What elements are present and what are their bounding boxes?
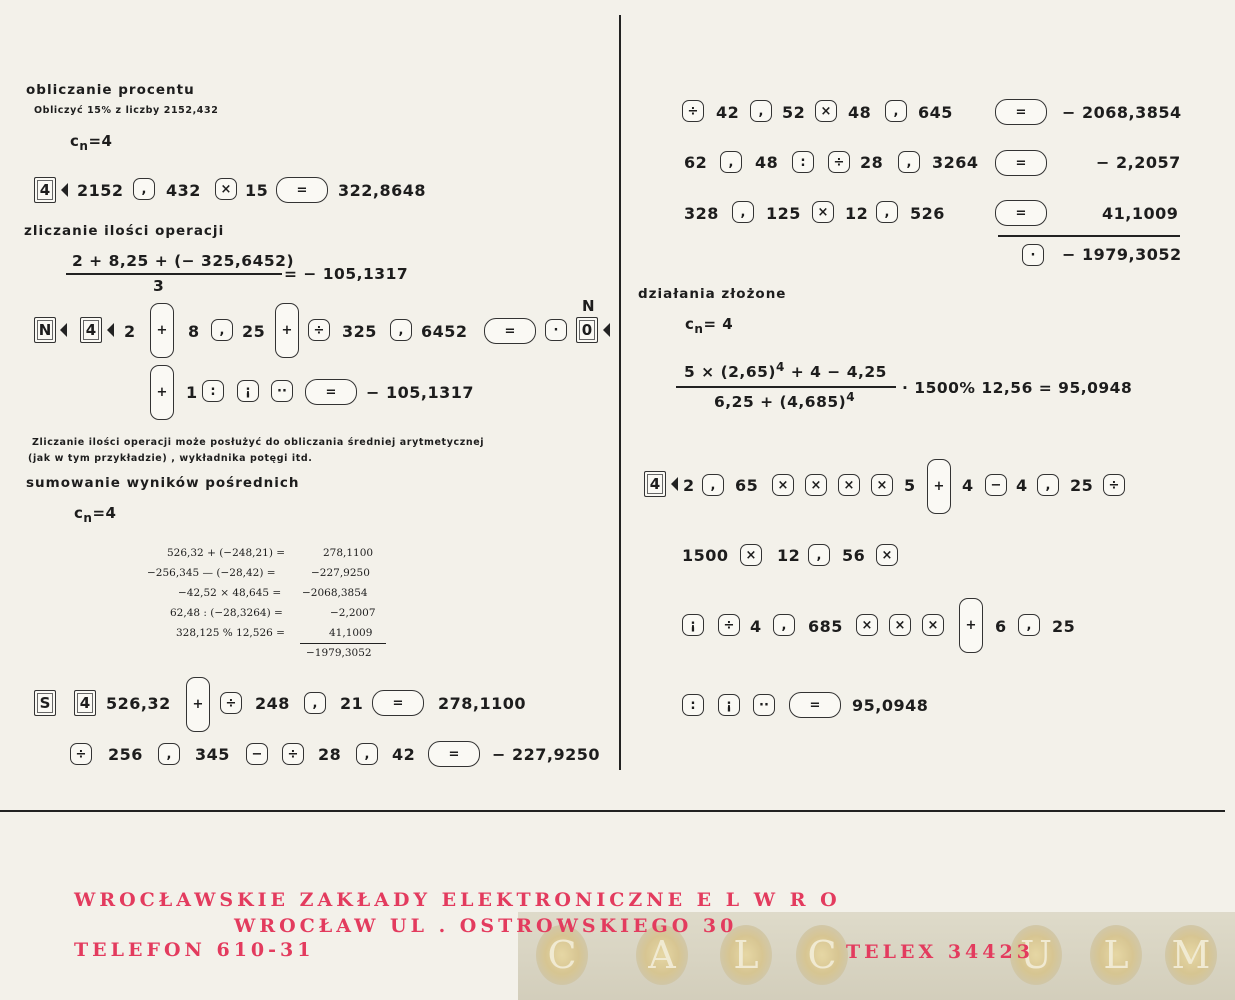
key-result[interactable]: ÷ bbox=[1103, 474, 1125, 496]
watermark-letter: A bbox=[636, 925, 688, 985]
cn-sub: n bbox=[83, 511, 93, 525]
operand: 432 bbox=[166, 181, 201, 200]
operand: 6 bbox=[995, 617, 1007, 636]
table-res: −227,9250 bbox=[311, 567, 370, 579]
key-equals[interactable]: = bbox=[428, 741, 480, 767]
section-title-count: zliczanie ilości operacji bbox=[24, 223, 225, 239]
key-comma[interactable]: , bbox=[750, 100, 772, 122]
key-equals[interactable]: = bbox=[276, 177, 328, 203]
key-divide[interactable]: : bbox=[792, 151, 814, 173]
key-divide[interactable]: : bbox=[682, 694, 704, 716]
operand: 42 bbox=[716, 103, 740, 122]
key-plus[interactable]: + bbox=[150, 365, 174, 420]
table-expr: 328,125 % 12,526 = bbox=[176, 627, 285, 639]
key-plus[interactable]: + bbox=[150, 303, 174, 358]
key-equals[interactable]: = bbox=[484, 318, 536, 344]
section-desc-percent: Obliczyć 15% z liczby 2152,432 bbox=[34, 105, 219, 116]
operand: 52 bbox=[782, 103, 806, 122]
key-comma[interactable]: , bbox=[1018, 614, 1040, 636]
result: 95,0948 bbox=[852, 696, 929, 715]
key-4[interactable]: 4 bbox=[34, 177, 56, 203]
table-res: −2,2007 bbox=[330, 607, 376, 619]
key-equals[interactable]: = bbox=[372, 690, 424, 716]
footer-telex: TELEX 34423 bbox=[846, 941, 1034, 963]
key-multiply[interactable]: × bbox=[812, 201, 834, 223]
watermark-letter: L bbox=[1090, 925, 1142, 985]
key-4[interactable]: 4 bbox=[644, 471, 666, 497]
den-part: 6,25 + (4,685) bbox=[714, 393, 847, 412]
arrow-icon bbox=[60, 323, 67, 337]
result: 322,8648 bbox=[338, 181, 427, 200]
key-change-sign[interactable]: ÷ bbox=[220, 692, 242, 714]
key-multiply[interactable]: × bbox=[838, 474, 860, 496]
arrow-icon bbox=[61, 183, 68, 197]
arrow-icon bbox=[603, 323, 610, 337]
key-result[interactable]: ÷ bbox=[718, 614, 740, 636]
key-multiply[interactable]: × bbox=[740, 544, 762, 566]
key-multiply[interactable]: × bbox=[805, 474, 827, 496]
result: 41,1009 bbox=[1102, 204, 1179, 223]
result: − 1979,3052 bbox=[1062, 245, 1182, 264]
operand: 526 bbox=[910, 204, 945, 223]
key-change-sign[interactable]: ÷ bbox=[308, 319, 330, 341]
table-total: −1979,3052 bbox=[306, 647, 372, 659]
key-comma[interactable]: , bbox=[898, 151, 920, 173]
key-plus[interactable]: + bbox=[959, 598, 983, 653]
result: − 2,2057 bbox=[1096, 153, 1181, 172]
key-plus[interactable]: + bbox=[186, 677, 210, 732]
key-comma[interactable]: , bbox=[390, 319, 412, 341]
operand: 2152 bbox=[77, 181, 124, 200]
fraction-denominator: 3 bbox=[153, 277, 165, 295]
watermark-letter: M bbox=[1165, 925, 1217, 985]
den-exp: 4 bbox=[846, 390, 856, 404]
key-change-sign[interactable]: ÷ bbox=[828, 151, 850, 173]
footer-divider bbox=[0, 810, 1225, 812]
center-divider bbox=[619, 15, 621, 770]
key-multiply[interactable]: × bbox=[922, 614, 944, 636]
fraction-bar bbox=[66, 273, 282, 275]
key-i[interactable]: ¡ bbox=[718, 694, 740, 716]
num-part: 5 × (2,65) bbox=[684, 363, 776, 382]
key-N[interactable]: N bbox=[34, 317, 56, 343]
operand: 256 bbox=[108, 745, 143, 764]
section-title-sum: sumowanie wyników pośrednich bbox=[26, 475, 300, 491]
key-0[interactable]: 0 bbox=[576, 317, 598, 343]
note-line-2: (jak w tym przykładzie) , wykładnika potęgi itd. bbox=[28, 453, 313, 464]
key-comma[interactable]: , bbox=[732, 201, 754, 223]
operand: 48 bbox=[848, 103, 872, 122]
key-comma[interactable]: , bbox=[356, 743, 378, 765]
table-res: 278,1100 bbox=[323, 547, 374, 559]
cn-label bbox=[685, 315, 733, 336]
key-minus[interactable]: − bbox=[246, 743, 268, 765]
key-double-dot[interactable]: ·· bbox=[271, 380, 293, 402]
operand: 12 bbox=[845, 204, 869, 223]
complex-fraction-bar bbox=[676, 386, 896, 388]
section-title-complex: działania złożone bbox=[638, 286, 787, 302]
operand: 28 bbox=[860, 153, 884, 172]
key-plus[interactable]: + bbox=[275, 303, 299, 358]
key-comma[interactable]: , bbox=[1037, 474, 1059, 496]
table-expr: −42,52 × 48,645 = bbox=[178, 587, 282, 599]
key-i[interactable]: ¡ bbox=[682, 614, 704, 636]
cn-eq: =4 bbox=[92, 504, 117, 522]
key-comma[interactable]: , bbox=[808, 544, 830, 566]
cn-eq: = 4 bbox=[703, 315, 734, 333]
num-exp: 4 bbox=[775, 360, 785, 374]
operand: 526,32 bbox=[106, 694, 171, 713]
operand: 2 bbox=[683, 476, 695, 495]
result: − 105,1317 bbox=[366, 383, 474, 402]
label-N: N bbox=[582, 297, 596, 315]
operand: 345 bbox=[195, 745, 230, 764]
operand: 328 bbox=[684, 204, 719, 223]
key-multiply[interactable]: × bbox=[889, 614, 911, 636]
operand: 1500 bbox=[682, 546, 729, 565]
operand: 248 bbox=[255, 694, 290, 713]
arrow-icon bbox=[671, 477, 678, 491]
note-line-1: Zliczanie ilości operacji może posłużyć do obliczania średniej arytmetycznej bbox=[32, 437, 485, 448]
cn-eq: =4 bbox=[88, 132, 113, 150]
operand: 21 bbox=[340, 694, 364, 713]
section-title-percent: obliczanie procentu bbox=[26, 82, 195, 98]
operand: 6452 bbox=[421, 322, 468, 341]
table-expr: 526,32 + (−248,21) = bbox=[167, 547, 286, 559]
footer-address: WROCŁAW UL . OSTROWSKIEGO 30 bbox=[234, 915, 738, 937]
result: − 227,9250 bbox=[492, 745, 600, 764]
operand: 1 bbox=[186, 383, 198, 402]
operand: 645 bbox=[918, 103, 953, 122]
result: 278,1100 bbox=[438, 694, 527, 713]
operand: 25 bbox=[242, 322, 266, 341]
key-dot[interactable]: · bbox=[545, 319, 567, 341]
cn-sub: n bbox=[694, 322, 704, 336]
key-comma[interactable]: , bbox=[885, 100, 907, 122]
key-equals[interactable]: = bbox=[995, 150, 1047, 176]
key-change-sign[interactable]: ÷ bbox=[282, 743, 304, 765]
key-equals[interactable]: = bbox=[305, 379, 357, 405]
key-4[interactable]: 4 bbox=[80, 317, 102, 343]
key-multiply[interactable]: × bbox=[871, 474, 893, 496]
operand: 3264 bbox=[932, 153, 979, 172]
table-res: 41,1009 bbox=[329, 627, 373, 639]
cn-c: c bbox=[74, 504, 84, 522]
operand: 25 bbox=[1070, 476, 1094, 495]
operand: 28 bbox=[318, 745, 342, 764]
operand: 5 bbox=[904, 476, 916, 495]
key-comma[interactable]: , bbox=[876, 201, 898, 223]
key-comma[interactable]: , bbox=[158, 743, 180, 765]
key-comma[interactable]: , bbox=[720, 151, 742, 173]
operand: 42 bbox=[392, 745, 416, 764]
operand: 4 bbox=[962, 476, 974, 495]
operand: 125 bbox=[766, 204, 801, 223]
key-minus[interactable]: − bbox=[985, 474, 1007, 496]
complex-numerator bbox=[684, 360, 887, 381]
num-part: + 4 − 4,25 bbox=[784, 363, 887, 382]
watermark-letter: C bbox=[536, 925, 588, 985]
operand: 15 bbox=[245, 181, 269, 200]
footer-company: WROCŁAWSKIE ZAKŁADY ELEKTRONICZNE E L W R O bbox=[74, 889, 841, 911]
cn-sub: n bbox=[79, 139, 89, 153]
operand: 325 bbox=[342, 322, 377, 341]
key-divide[interactable]: : bbox=[202, 380, 224, 402]
key-multiply[interactable]: × bbox=[815, 100, 837, 122]
cn-c: c bbox=[70, 132, 80, 150]
key-multiply[interactable]: × bbox=[772, 474, 794, 496]
table-expr: −256,345 — (−28,42) = bbox=[147, 567, 276, 579]
key-i[interactable]: ¡ bbox=[237, 380, 259, 402]
complex-tail: · 1500% 12,56 = 95,0948 bbox=[902, 379, 1133, 397]
result: − 2068,3854 bbox=[1062, 103, 1182, 122]
key-4[interactable]: 4 bbox=[74, 690, 96, 716]
key-dot[interactable]: · bbox=[1022, 244, 1044, 266]
key-plus[interactable]: + bbox=[927, 459, 951, 514]
key-comma[interactable]: , bbox=[133, 178, 155, 200]
key-change-sign[interactable]: ÷ bbox=[70, 743, 92, 765]
operand: 12 bbox=[777, 546, 801, 565]
watermark-letter: L bbox=[720, 925, 772, 985]
cn-c: c bbox=[685, 315, 695, 333]
operand: 65 bbox=[735, 476, 759, 495]
operand: 8 bbox=[188, 322, 200, 341]
key-multiply[interactable]: × bbox=[215, 178, 237, 200]
key-multiply[interactable]: × bbox=[856, 614, 878, 636]
key-equals[interactable]: = bbox=[995, 99, 1047, 125]
cn-label bbox=[74, 504, 116, 525]
key-S[interactable]: S bbox=[34, 690, 56, 716]
operand: 685 bbox=[808, 617, 843, 636]
watermark-letter: C bbox=[796, 925, 848, 985]
operand: 56 bbox=[842, 546, 866, 565]
table-res: −2068,3854 bbox=[302, 587, 368, 599]
fraction-numerator: 2 + 8,25 + (− 325,6452) bbox=[72, 252, 295, 270]
operand: 48 bbox=[755, 153, 779, 172]
table-expr: 62,48 : (−28,3264) = bbox=[170, 607, 283, 619]
complex-denominator bbox=[714, 390, 855, 411]
operand: 2 bbox=[124, 322, 136, 341]
operand: 4 bbox=[750, 617, 762, 636]
key-comma[interactable]: , bbox=[304, 692, 326, 714]
watermark-letter: U bbox=[1010, 925, 1062, 985]
cn-label bbox=[70, 132, 112, 153]
key-comma[interactable]: , bbox=[773, 614, 795, 636]
fraction-result: = − 105,1317 bbox=[284, 265, 409, 283]
operand: 62 bbox=[684, 153, 708, 172]
arrow-icon bbox=[107, 323, 114, 337]
operand: 25 bbox=[1052, 617, 1076, 636]
footer-phone: TELEFON 610-31 bbox=[74, 939, 315, 961]
key-equals[interactable]: = bbox=[995, 200, 1047, 226]
key-change-sign[interactable]: ÷ bbox=[682, 100, 704, 122]
operand: 4 bbox=[1016, 476, 1028, 495]
key-multiply[interactable]: × bbox=[876, 544, 898, 566]
key-equals[interactable]: = bbox=[789, 692, 841, 718]
key-double-dot[interactable]: ·· bbox=[753, 694, 775, 716]
sum-line bbox=[998, 235, 1180, 237]
table-sum-line bbox=[300, 643, 386, 644]
key-comma[interactable]: , bbox=[211, 319, 233, 341]
key-comma[interactable]: , bbox=[702, 474, 724, 496]
